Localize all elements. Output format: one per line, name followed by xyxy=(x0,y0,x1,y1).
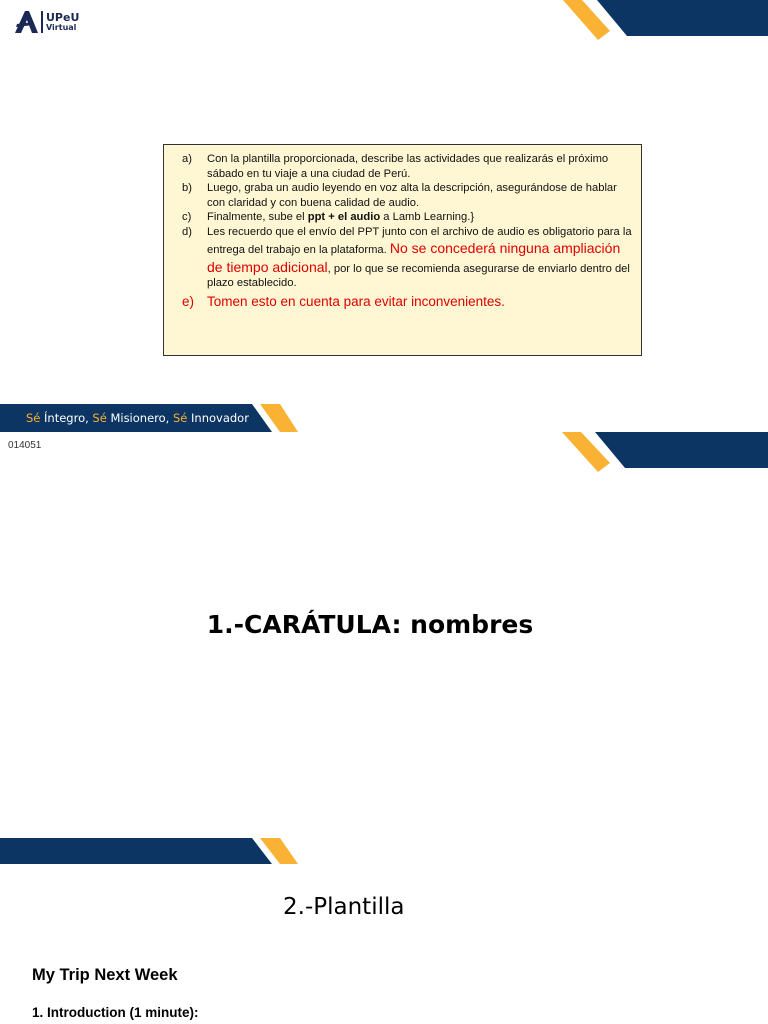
instruction-item-a xyxy=(164,152,635,181)
instruction-item-b xyxy=(164,181,635,210)
slide-plantilla xyxy=(0,864,768,1024)
instruction-item-d xyxy=(164,225,635,291)
item-text xyxy=(207,210,635,225)
slide-caratula xyxy=(0,432,768,864)
item-text-bold: ppt + el audio xyxy=(307,211,381,223)
slide-code: 014051 xyxy=(8,440,42,451)
instructions-box xyxy=(163,144,642,356)
item-letter: d) xyxy=(182,225,192,238)
footer-motto xyxy=(26,411,249,425)
top-navy-band xyxy=(597,0,768,36)
plantilla-title: 2.-Plantilla xyxy=(283,894,405,920)
item-letter: e) xyxy=(182,293,195,309)
instruction-item-c xyxy=(164,210,635,225)
intro-heading: 1. Introduction (1 minute): xyxy=(32,1005,199,1020)
motto-se: Sé xyxy=(172,411,188,425)
motto-word: Misionero, xyxy=(106,411,173,425)
motto-se: Sé xyxy=(92,411,107,425)
item-text: Con la plantilla proporcionada, describe las actividades que realizarás el próximo sábado en tu viaje a una ciudad de Perú. xyxy=(207,153,609,180)
motto-word: Innovador xyxy=(187,411,249,425)
logo-separator xyxy=(41,11,43,33)
item-text: Tomen esto en cuenta para evitar inconvenientes. xyxy=(207,293,505,309)
item-letter: a) xyxy=(182,153,192,165)
motto-word: Íntegro, xyxy=(40,411,93,425)
item-text-warning: No se concederá ninguna ampliación de tiempo adicional xyxy=(207,240,621,275)
upeu-a-icon xyxy=(14,11,38,33)
trip-title: My Trip Next Week xyxy=(32,966,178,984)
instruction-item-e xyxy=(164,293,635,311)
item-letter: b) xyxy=(182,182,192,194)
footer-navy-band xyxy=(0,838,272,864)
logo-title: UPeU xyxy=(46,11,80,24)
logo-subtitle: Virtual xyxy=(46,23,77,32)
slide2-decoration xyxy=(0,432,768,864)
slide-instructions xyxy=(0,0,768,432)
item-text-pre: Finalmente, sube el xyxy=(207,211,308,223)
item-text xyxy=(207,225,635,291)
item-letter: c) xyxy=(182,211,192,223)
item-text-post: a Lamb Learning.} xyxy=(380,211,475,223)
upeu-logo xyxy=(14,11,79,33)
caratula-title: 1.-CARÁTULA: nombres xyxy=(206,610,534,639)
item-text-post: , por lo que se recomienda asegurarse de enviarlo dentro del plazo establecido. xyxy=(207,262,630,289)
top-navy-band xyxy=(595,432,768,468)
item-text: Luego, graba un audio leyendo en voz alta la descripción, asegurándose de hablar con claridad y con buena calidad de audio. xyxy=(207,182,617,209)
item-text-pre: Les recuerdo que el envío del PPT junto con el archivo de audio es obligatorio para la entrega del trabajo en la plataforma. xyxy=(207,225,632,256)
motto-se: Sé xyxy=(26,411,41,425)
